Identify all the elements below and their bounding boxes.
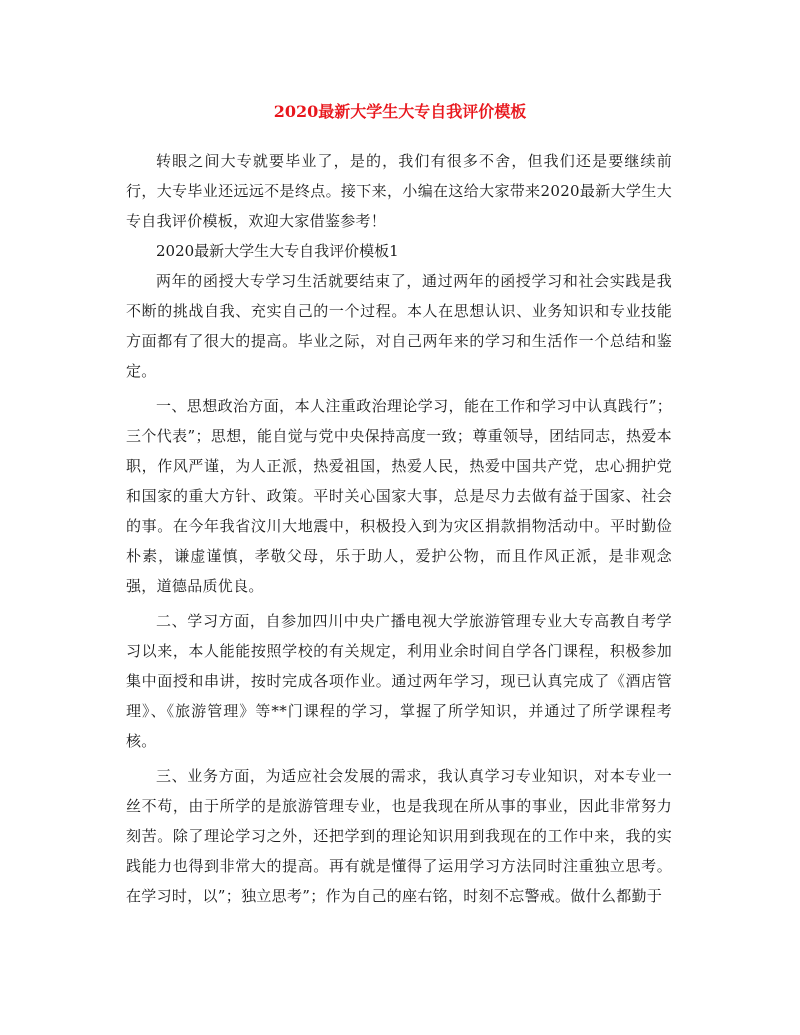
- document-body: [126, 146, 672, 911]
- body-paragraph: 两年的函授大专学习生活就要结束了，通过两年的函授学习和社会实践是我不断的挑战自我、充实自己的一个过程。本人在思想认识、业务知识和专业技能方面都有了很大的提高。毕业之际，对自己两年来的学习和生活作一个总结和鉴定。: [126, 272, 672, 380]
- document-title: 2020最新大学生大专自我评价模板: [273, 102, 527, 121]
- section-heading: 2020最新大学生大专自我评价模板1: [156, 242, 399, 260]
- body-paragraph: 二、学习方面，自参加四川中央广播电视大学旅游管理专业大专高教自考学习以来，本人能能按照学校的有关规定，利用业余时间自学各门课程，积极参加集中面授和串讲，按时完成各项作业。通过两年学习，现已认真完成了《酒店管理》、《旅游管理》等**门课程的学习，掌握了所学知识，并通过了所学课程考核。: [126, 612, 672, 750]
- body-paragraph: 一、思想政治方面，本人注重政治理论学习，能在工作和学习中认真践行”；三个代表”；思想，能自觉与党中央保持高度一致；尊重领导，团结同志，热爱本职，作风严谨，为人正派，热爱祖国，热爱人民，热爱中国共产党，忠心拥护党和国家的重大方针、政策。平时关心国家大事，总是尽力去做有益于国家、社会的事。在今年我省汶川大地震中，积极投入到为灾区捐款捐物活动中。平时勤俭朴素，谦虚谨慎，孝敬父母，乐于助人，爱护公物，而且作风正派，是非观念强，道德品质优良。: [126, 397, 672, 595]
- intro-paragraph: 转眼之间大专就要毕业了，是的，我们有很多不舍，但我们还是要继续前行，大专毕业还远远不是终点。接下来，小编在这给大家带来2020最新大学生大专自我评价模板，欢迎大家借鉴参考！: [126, 152, 672, 230]
- body-paragraph: 三、业务方面，为适应社会发展的需求，我认真学习专业知识，对本专业一丝不苟，由于所学的是旅游管理专业，也是我现在所从事的事业，因此非常努力刻苦。除了理论学习之外，还把学到的理论知识用到我现在的工作中来，我的实践能力也得到非常大的提高。再有就是懂得了运用学习方法同时注重独立思考。在学习时，以”；独立思考”；作为自己的座右铭，时刻不忘警戒。做什么都勤于: [126, 767, 672, 905]
